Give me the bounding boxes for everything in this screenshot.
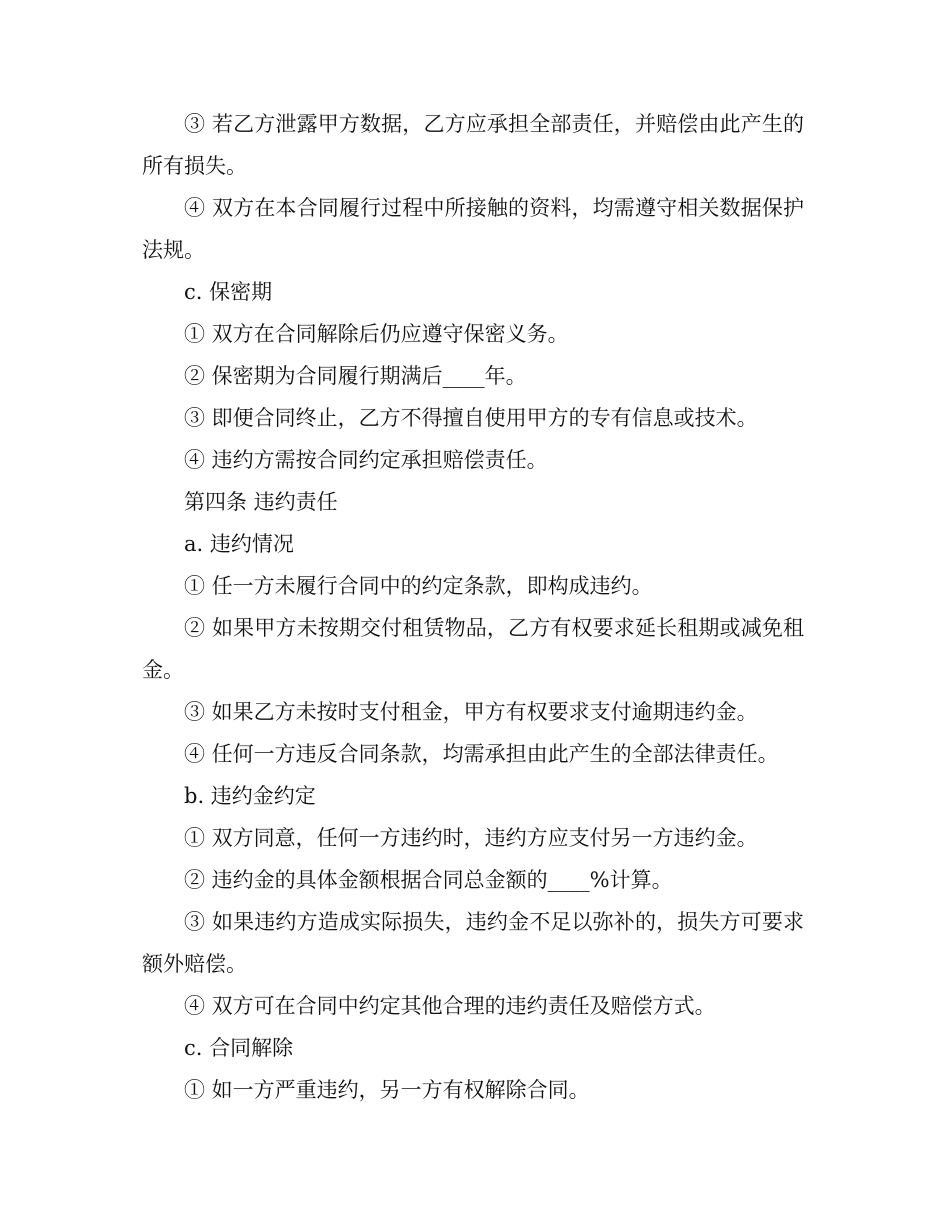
clause-item: ① 任一方未履行合同中的约定条款，即构成违约。 <box>184 574 653 598</box>
section-heading: c. 合同解除 <box>184 1036 294 1060</box>
clause-item: ③ 如果违约方造成实际损失，违约金不足以弥补的，损失方可要求额外赔偿。 <box>142 910 804 976</box>
clause-item: ④ 双方可在合同中约定其他合理的违约责任及赔偿方式。 <box>184 994 716 1018</box>
clause-item: ④ 双方在本合同履行过程中所接触的资料，均需遵守相关数据保护法规。 <box>142 196 804 262</box>
clause-item: ② 违约金的具体金额根据合同总金额的____%计算。 <box>184 868 673 892</box>
section-heading: b. 违约金约定 <box>184 784 316 808</box>
clause-item: ② 保密期为合同履行期满后____年。 <box>184 364 527 388</box>
clause-item: ③ 即便合同终止，乙方不得擅自使用甲方的专有信息或技术。 <box>184 406 758 430</box>
clause-item: ① 双方在合同解除后仍应遵守保密义务。 <box>184 322 569 346</box>
clause-item: ③ 如果乙方未按时支付租金，甲方有权要求支付逾期违约金。 <box>184 700 758 724</box>
clause-item: ④ 违约方需按合同约定承担赔偿责任。 <box>184 448 548 472</box>
clause-item: ① 如一方严重违约，另一方有权解除合同。 <box>184 1078 590 1102</box>
document-body <box>142 103 804 1111</box>
section-heading: c. 保密期 <box>184 280 273 304</box>
clause-item: ① 双方同意，任何一方违约时，违约方应支付另一方违约金。 <box>184 826 758 850</box>
section-heading: a. 违约情况 <box>184 532 294 556</box>
article-heading: 第四条 违约责任 <box>184 490 338 514</box>
clause-item: ③ 若乙方泄露甲方数据，乙方应承担全部责任，并赔偿由此产生的所有损失。 <box>142 112 804 178</box>
clause-item: ② 如果甲方未按期交付租赁物品，乙方有权要求延长租期或减免租金。 <box>142 616 804 682</box>
clause-item: ④ 任何一方违反合同条款，均需承担由此产生的全部法律责任。 <box>184 742 779 766</box>
